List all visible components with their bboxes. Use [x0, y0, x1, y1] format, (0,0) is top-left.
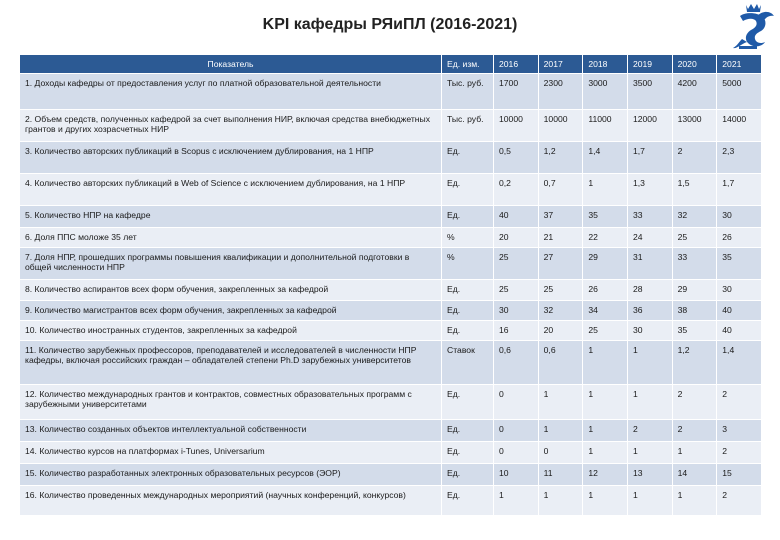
table-header-row — [20, 55, 762, 74]
value-cell: 25 — [672, 228, 717, 248]
value-cell: 1 — [538, 385, 583, 420]
indicator-cell: 9. Количество магистрантов всех форм обучения, закрепленных за кафедрой — [20, 301, 442, 321]
value-cell: 16 — [494, 321, 539, 341]
column-header: 2021 — [717, 55, 762, 74]
indicator-cell: 15. Количество разработанных электронных образовательных ресурсов (ЭОР) — [20, 464, 442, 486]
unit-cell: Ед. — [442, 442, 494, 464]
unit-cell: Ед. — [442, 280, 494, 301]
value-cell: 40 — [494, 206, 539, 228]
value-cell: 1 — [538, 486, 583, 516]
unit-cell: Тыс. руб. — [442, 110, 494, 142]
value-cell: 1 — [583, 442, 628, 464]
value-cell: 24 — [627, 228, 672, 248]
unit-cell: % — [442, 248, 494, 280]
value-cell: 3000 — [583, 74, 628, 110]
value-cell: 40 — [717, 301, 762, 321]
unit-cell: Ед. — [442, 142, 494, 174]
value-cell: 1 — [583, 341, 628, 385]
value-cell: 10 — [494, 464, 539, 486]
unit-cell: Ед. — [442, 486, 494, 516]
value-cell: 1 — [494, 486, 539, 516]
value-cell: 35 — [672, 321, 717, 341]
value-cell: 29 — [672, 280, 717, 301]
value-cell: 1 — [583, 486, 628, 516]
value-cell: 2 — [672, 420, 717, 442]
value-cell: 38 — [672, 301, 717, 321]
value-cell: 1,3 — [627, 174, 672, 206]
value-cell: 0,5 — [494, 142, 539, 174]
table-row — [20, 464, 762, 486]
value-cell: 1,4 — [583, 142, 628, 174]
value-cell: 0,7 — [538, 174, 583, 206]
table-row — [20, 228, 762, 248]
unit-cell: Ед. — [442, 385, 494, 420]
value-cell: 25 — [538, 280, 583, 301]
unit-cell: Ед. — [442, 174, 494, 206]
value-cell: 1 — [672, 486, 717, 516]
unit-cell: Ед. — [442, 321, 494, 341]
value-cell: 10000 — [494, 110, 539, 142]
value-cell: 0 — [538, 442, 583, 464]
table-row — [20, 174, 762, 206]
indicator-cell: 7. Доля НПР, прошедших программы повышения квалификации и дополнительной подготовки в общей численности НПР — [20, 248, 442, 280]
value-cell: 1,7 — [627, 142, 672, 174]
value-cell: 2 — [717, 486, 762, 516]
unit-cell: Тыс. руб. — [442, 74, 494, 110]
value-cell: 12 — [583, 464, 628, 486]
value-cell: 25 — [583, 321, 628, 341]
value-cell: 10000 — [538, 110, 583, 142]
table-row — [20, 280, 762, 301]
value-cell: 26 — [583, 280, 628, 301]
indicator-cell: 5. Количество НПР на кафедре — [20, 206, 442, 228]
indicator-cell: 13. Количество созданных объектов интеллектуальной собственности — [20, 420, 442, 442]
kpi-table — [19, 54, 762, 516]
value-cell: 30 — [494, 301, 539, 321]
indicator-cell: 2. Объем средств, полученных кафедрой за счет выполнения НИР, включая средства внебюджетных грантов и других хозрасчетных НИР — [20, 110, 442, 142]
column-header: 2017 — [538, 55, 583, 74]
value-cell: 0,6 — [538, 341, 583, 385]
table-row — [20, 442, 762, 464]
value-cell: 1 — [672, 442, 717, 464]
value-cell: 4200 — [672, 74, 717, 110]
table-row — [20, 486, 762, 516]
unit-cell: Ед. — [442, 206, 494, 228]
value-cell: 11 — [538, 464, 583, 486]
table-row — [20, 74, 762, 110]
value-cell: 3500 — [627, 74, 672, 110]
value-cell: 30 — [717, 280, 762, 301]
value-cell: 36 — [627, 301, 672, 321]
value-cell: 1,2 — [538, 142, 583, 174]
value-cell: 25 — [494, 248, 539, 280]
value-cell: 1,5 — [672, 174, 717, 206]
value-cell: 1700 — [494, 74, 539, 110]
value-cell: 30 — [627, 321, 672, 341]
value-cell: 32 — [538, 301, 583, 321]
kfu-university-emblem-icon — [727, 2, 777, 52]
unit-cell: Ед. — [442, 464, 494, 486]
value-cell: 31 — [627, 248, 672, 280]
indicator-cell: 10. Количество иностранных студентов, закрепленных за кафедрой — [20, 321, 442, 341]
table-row — [20, 341, 762, 385]
unit-cell: Ставок — [442, 341, 494, 385]
value-cell: 1 — [627, 486, 672, 516]
value-cell: 34 — [583, 301, 628, 321]
table-row — [20, 420, 762, 442]
value-cell: 2 — [627, 420, 672, 442]
value-cell: 5000 — [717, 74, 762, 110]
value-cell: 1 — [583, 174, 628, 206]
value-cell: 20 — [538, 321, 583, 341]
value-cell: 1 — [627, 385, 672, 420]
value-cell: 22 — [583, 228, 628, 248]
table-row — [20, 110, 762, 142]
value-cell: 2 — [717, 442, 762, 464]
value-cell: 2 — [672, 142, 717, 174]
value-cell: 0 — [494, 420, 539, 442]
value-cell: 1,7 — [717, 174, 762, 206]
page-title: KPI кафедры РЯиПЛ (2016-2021) — [262, 16, 518, 33]
unit-cell: % — [442, 228, 494, 248]
value-cell: 29 — [583, 248, 628, 280]
indicator-cell: 8. Количество аспирантов всех форм обучения, закрепленных за кафедрой — [20, 280, 442, 301]
unit-cell: Ед. — [442, 301, 494, 321]
value-cell: 30 — [717, 206, 762, 228]
value-cell: 14 — [672, 464, 717, 486]
column-header: 2019 — [627, 55, 672, 74]
value-cell: 27 — [538, 248, 583, 280]
value-cell: 12000 — [627, 110, 672, 142]
value-cell: 13 — [627, 464, 672, 486]
indicator-cell: 12. Количество международных грантов и контрактов, совместных образовательных программ с зарубежными университетами — [20, 385, 442, 420]
value-cell: 35 — [583, 206, 628, 228]
indicator-cell: 14. Количество курсов на платформах i-Tunes, Universarium — [20, 442, 442, 464]
value-cell: 3 — [717, 420, 762, 442]
value-cell: 1 — [627, 442, 672, 464]
table-row — [20, 142, 762, 174]
value-cell: 2300 — [538, 74, 583, 110]
value-cell: 33 — [627, 206, 672, 228]
value-cell: 1 — [538, 420, 583, 442]
value-cell: 28 — [627, 280, 672, 301]
value-cell: 35 — [717, 248, 762, 280]
value-cell: 25 — [494, 280, 539, 301]
indicator-cell: 16. Количество проведенных международных мероприятий (научных конференций, конкурсов) — [20, 486, 442, 516]
indicator-cell: 4. Количество авторских публикаций в Web of Science с исключением дублирования, на 1 НПР — [20, 174, 442, 206]
value-cell: 21 — [538, 228, 583, 248]
table-row — [20, 301, 762, 321]
unit-cell: Ед. — [442, 420, 494, 442]
value-cell: 0,2 — [494, 174, 539, 206]
table-row — [20, 206, 762, 228]
value-cell: 2 — [672, 385, 717, 420]
indicator-cell: 3. Количество авторских публикаций в Scopus с исключением дублирования, на 1 НПР — [20, 142, 442, 174]
column-header: 2020 — [672, 55, 717, 74]
value-cell: 26 — [717, 228, 762, 248]
value-cell: 0 — [494, 385, 539, 420]
value-cell: 11000 — [583, 110, 628, 142]
value-cell: 33 — [672, 248, 717, 280]
table-row — [20, 321, 762, 341]
value-cell: 14000 — [717, 110, 762, 142]
value-cell: 13000 — [672, 110, 717, 142]
column-header: Ед. изм. — [442, 55, 494, 74]
indicator-cell: 11. Количество зарубежных профессоров, преподавателей и исследователей в численности НПР кафедры, включая российских граждан – обладателей степени Ph.D зарубежных университетов — [20, 341, 442, 385]
column-header: 2016 — [494, 55, 539, 74]
indicator-cell: 1. Доходы кафедры от предоставления услуг по платной образовательной деятельности — [20, 74, 442, 110]
indicator-cell: 6. Доля ППС моложе 35 лет — [20, 228, 442, 248]
value-cell: 0,6 — [494, 341, 539, 385]
value-cell: 1 — [583, 420, 628, 442]
value-cell: 0 — [494, 442, 539, 464]
column-header: 2018 — [583, 55, 628, 74]
value-cell: 2,3 — [717, 142, 762, 174]
column-header: Показатель — [20, 55, 442, 74]
value-cell: 32 — [672, 206, 717, 228]
value-cell: 20 — [494, 228, 539, 248]
table-row — [20, 385, 762, 420]
value-cell: 1,4 — [717, 341, 762, 385]
table-row — [20, 248, 762, 280]
value-cell: 15 — [717, 464, 762, 486]
value-cell: 2 — [717, 385, 762, 420]
value-cell: 1,2 — [672, 341, 717, 385]
value-cell: 1 — [627, 341, 672, 385]
value-cell: 37 — [538, 206, 583, 228]
value-cell: 40 — [717, 321, 762, 341]
value-cell: 1 — [583, 385, 628, 420]
